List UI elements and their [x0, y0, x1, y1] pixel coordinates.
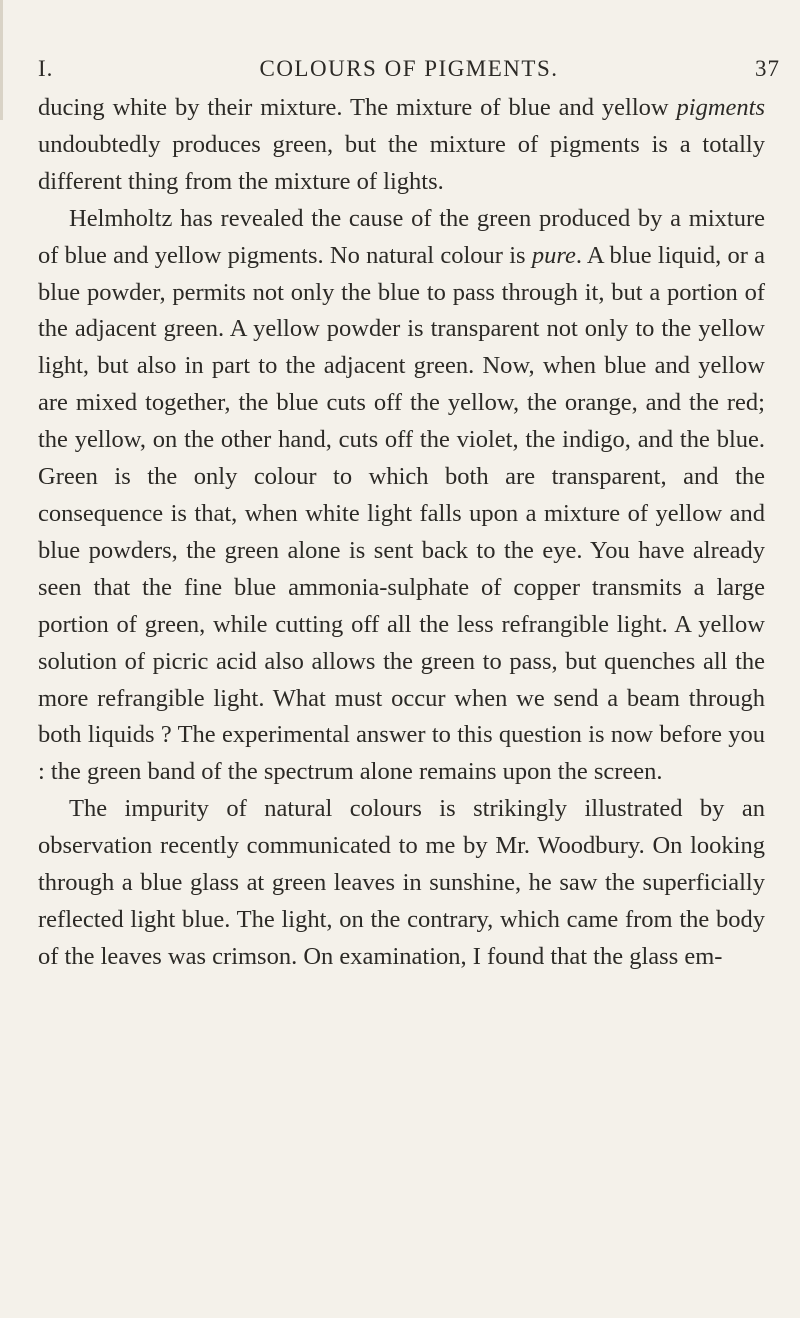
text-run: undoubtedly produces green, but the mixture of pigments is a totally different thing from the mixture of lights. — [38, 130, 765, 195]
text-run: Helmholtz has revealed the cause of the green produced by a mixture of blue and yellow pigments. No natural colour is — [38, 204, 765, 269]
italic-text: pigments — [676, 94, 765, 121]
paragraph — [38, 791, 765, 976]
text-run: ducing white by their mixture. The mixture of blue and yellow — [38, 94, 677, 121]
paragraph — [38, 90, 765, 201]
body-text — [38, 90, 765, 976]
paragraph — [38, 201, 765, 792]
running-title: COLOURS OF PIGMENTS. — [259, 56, 559, 81]
text-run: The impurity of natural colours is strikingly illustrated by an observation recently communicated to me by Mr. Woodbury. On looking through a blue glass at green leaves in sunshine, he saw the superficially reflected light blue. The light, on the contrary, which came from the body of the leaves was crimson. On examination, I found that the glass em- — [38, 795, 765, 970]
running-header — [38, 56, 780, 88]
page-number: 37 — [755, 56, 780, 81]
section-number: I. — [38, 56, 54, 81]
italic-text: pure — [531, 241, 576, 269]
text-run: . A blue liquid, or a blue powder, permits not only the blue to pass through it, but a portion of the adjacent green. A yellow powder is transparent not only to the yellow light, but also in part to the adjacent green. Now, when blue and yellow are mixed together, the blue cuts off the yellow, the orange, and the red; the yellow, on the other hand, cuts off the violet, the indigo, and the blue. Green is the only colour to which both are transparent, and the consequence is that, when white light falls upon a mixture of yellow and blue powders, the green alone is sent back to the eye. You have already seen that the fine blue ammonia-sulphate of copper transmits a large portion of green, while cutting off all the less refrangible light. A yellow solution of picric acid also allows the green to pass, but quenches all the more refrangible light. What must occur when we send a beam through both liquids ? The experimental answer to this question is now before you : the green band of the spectrum alone remains upon the screen. — [38, 241, 765, 786]
page-edge-shadow — [0, 0, 3, 120]
